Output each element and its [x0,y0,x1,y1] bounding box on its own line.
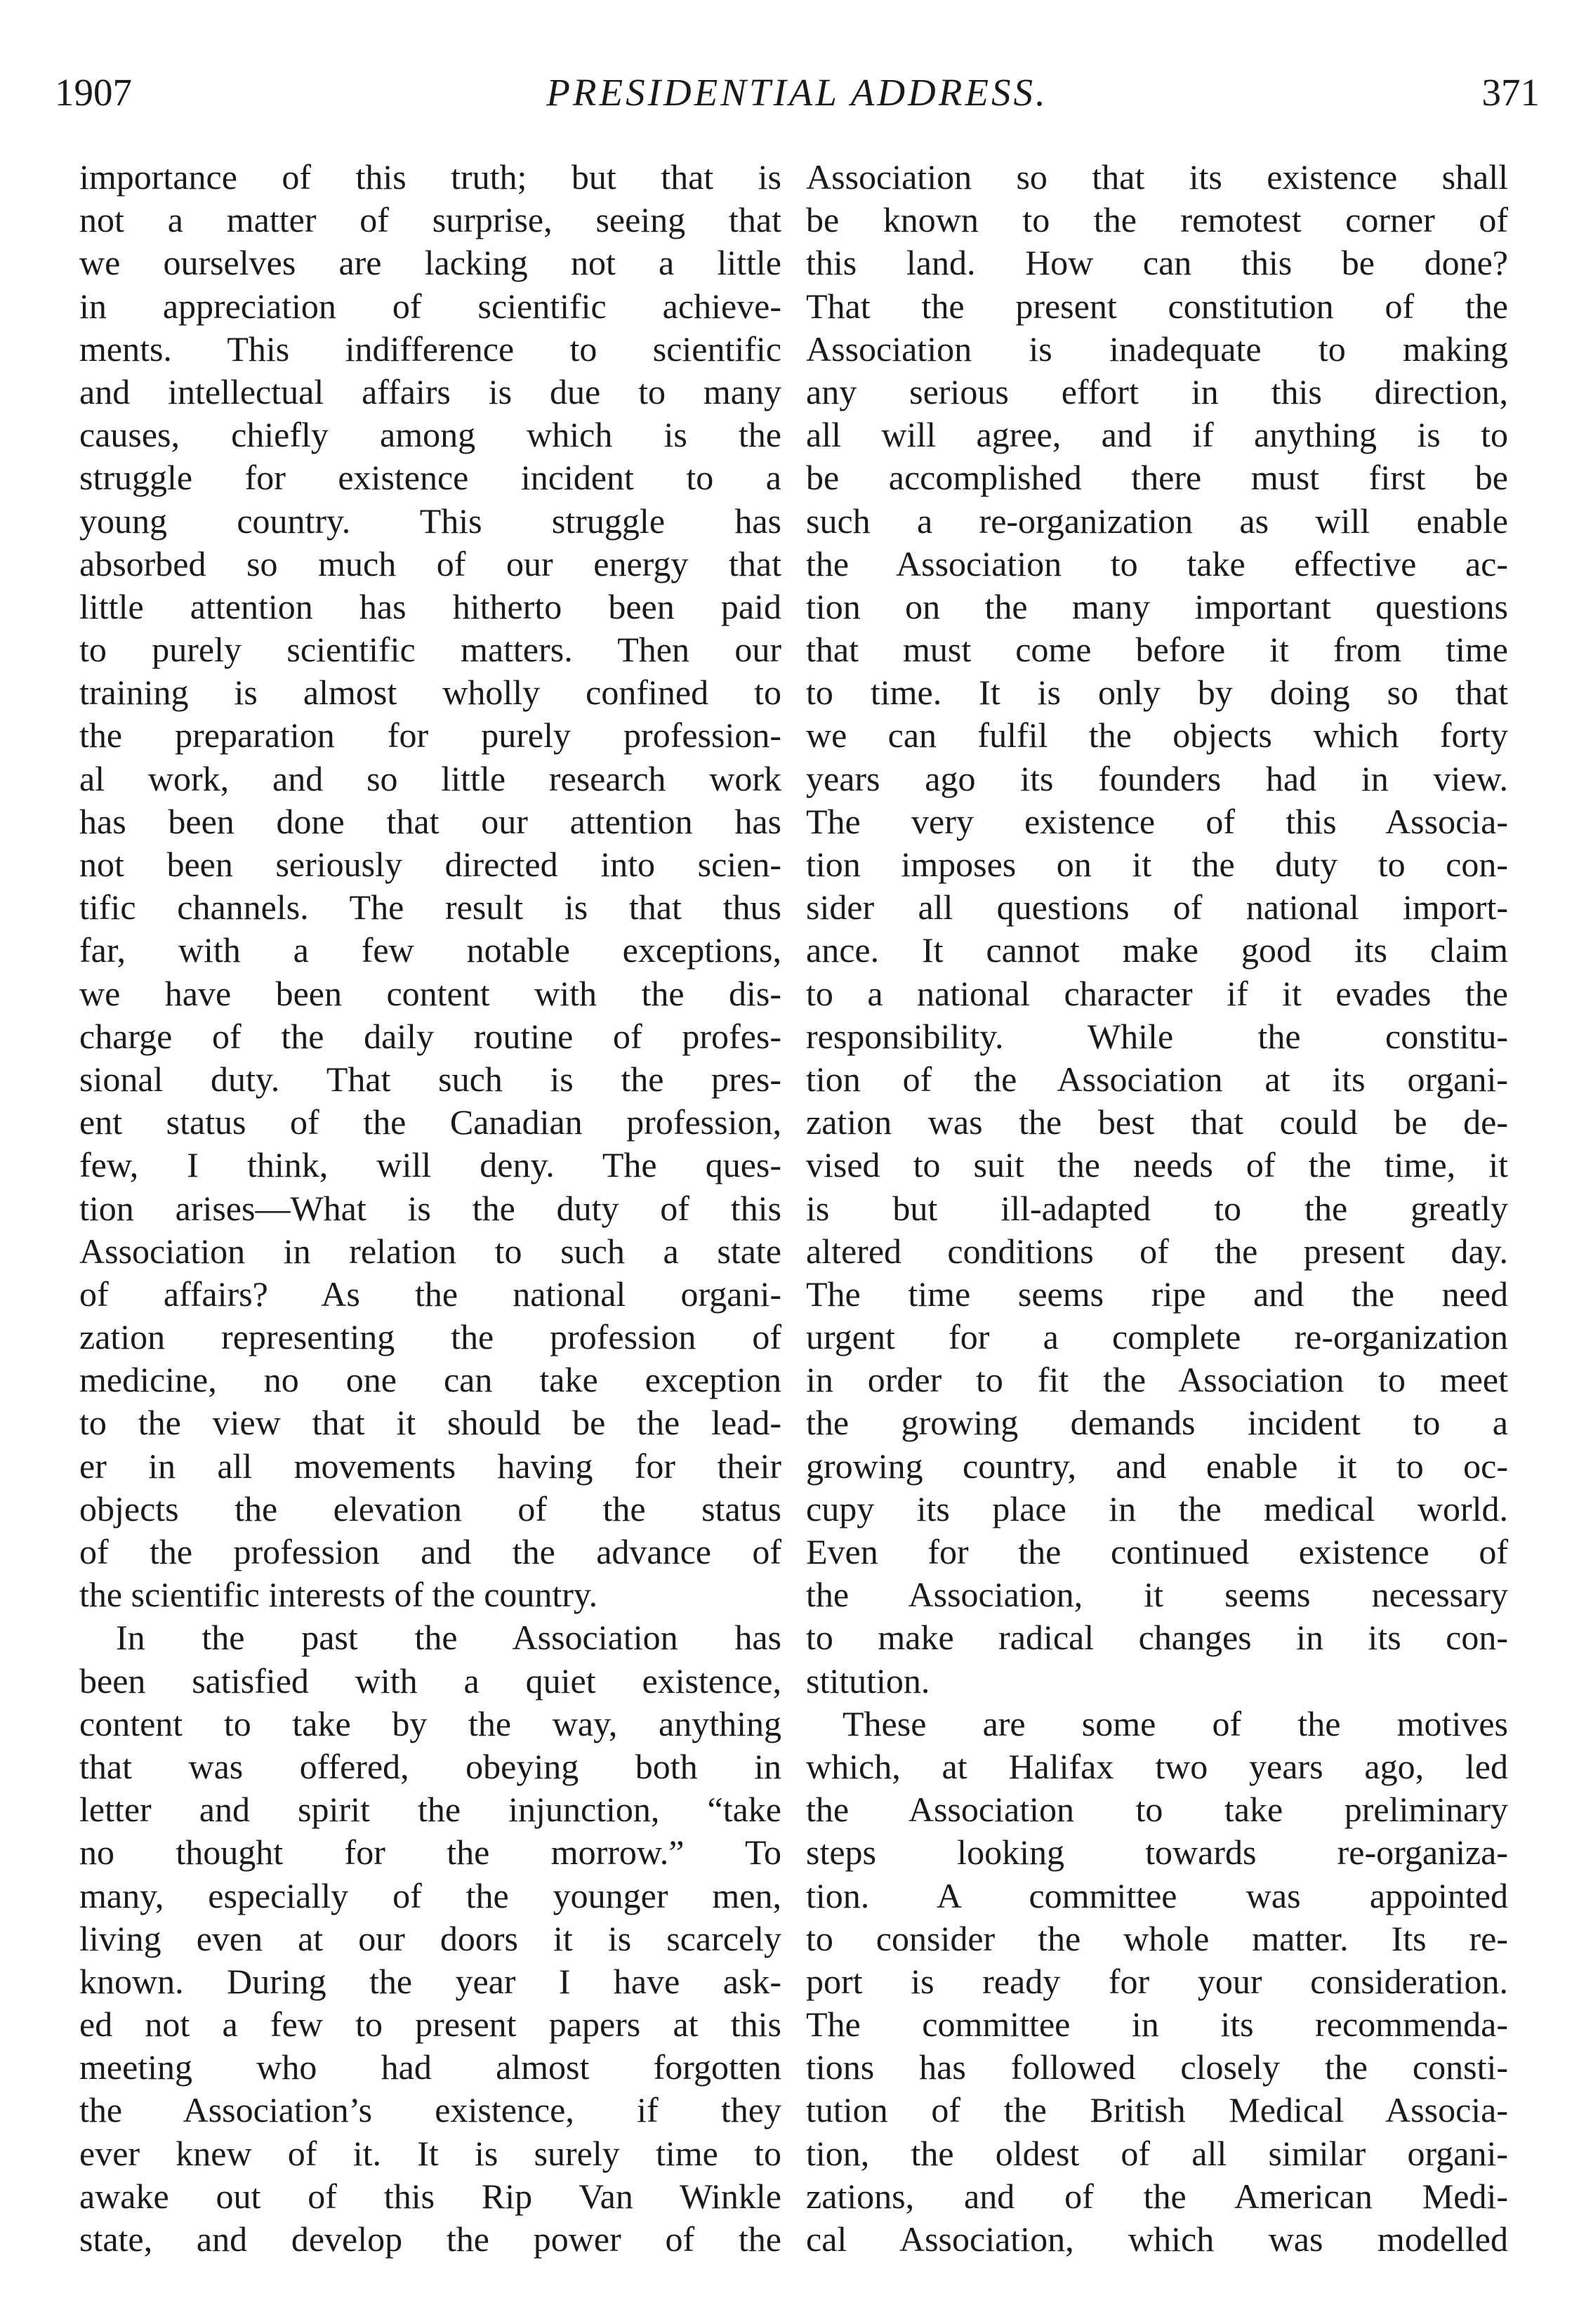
text-line: urgent for a complete re-organization [806,1317,1508,1357]
text-line: any serious effort in this direction, [806,371,1508,411]
text-line: ever knew of it. It is surely time to [79,2133,781,2173]
text-line: few, I think, will deny. The ques- [79,1145,781,1185]
text-line: young country. This struggle has [79,501,781,541]
text-line: of affairs? As the national organi- [79,1274,781,1314]
text-line: the growing demands incident to a [806,1403,1508,1443]
right-column [806,156,1508,2261]
text-line: letter and spirit the injunction, “take [79,1790,781,1830]
text-line: tion imposes on it the duty to con- [806,845,1508,884]
text-line: charge of the daily routine of profes- [79,1016,781,1056]
text-line: living even at our doors it is scarcely [79,1918,781,1958]
text-line: tion on the many important questions [806,586,1508,626]
text-line: the Association to take effective ac- [806,543,1508,583]
text-line: which, at Halifax two years ago, led [806,1746,1508,1786]
text-line: training is almost wholly confined to [79,673,781,713]
header-year: 1907 [55,71,132,114]
text-line: and intellectual affairs is due to many [79,371,781,411]
text-line: content to take by the way, anything [79,1703,781,1743]
text-line: tion. A committee was appointed [806,1875,1508,1915]
text-line: sional duty. That such is the pres- [79,1059,781,1099]
text-line: state, and develop the power of the [79,2219,781,2259]
text-line: ance. It cannot make good its claim [806,930,1508,970]
text-line: the preparation for purely profession- [79,715,781,755]
text-line: tion, the oldest of all similar organi- [806,2133,1508,2173]
text-line: stitution. [806,1661,930,1701]
text-line: cupy its place in the medical world. [806,1488,1508,1529]
text-line: the Association to take preliminary [806,1790,1508,1830]
text-line: medicine, no one can take exception [79,1360,781,1400]
text-line: causes, chiefly among which is the [79,415,781,455]
text-line: no thought for the morrow.” To [79,1833,781,1873]
text-line: not a matter of surprise, seeing that [79,200,781,240]
running-title: PRESIDENTIAL ADDRESS. [546,71,1048,114]
text-line: That the present constitution of the [806,286,1508,326]
text-line: The time seems ripe and the need [806,1274,1508,1314]
text-line: in appreciation of scientific achieve- [79,286,781,326]
text-line: zations, and of the American Medi- [806,2176,1508,2216]
text-line: this land. How can this be done? [806,243,1508,283]
text-line: tific channels. The result is that thus [79,887,781,927]
text-line: all will agree, and if anything is to [806,415,1508,455]
text-line: the Association’s existence, if they [79,2090,781,2130]
text-line: responsibility. While the constitu- [806,1016,1508,1056]
text-line: Association is inadequate to making [806,329,1508,369]
text-line: awake out of this Rip Van Winkle [79,2176,781,2216]
text-line: zation was the best that could be de- [806,1102,1508,1142]
text-line: to consider the whole matter. Its re- [806,1918,1508,1958]
text-line: Association so that its existence shall [806,157,1508,197]
text-line: cal Association, which was modelled [806,2219,1508,2259]
text-line: tution of the British Medical Associa- [806,2090,1508,2130]
text-line: er in all movements having for their [79,1446,781,1486]
text-line: to make radical changes in its con- [806,1618,1508,1658]
text-line: such a re-organization as will enable [806,501,1508,541]
text-line: is but ill-adapted to the greatly [806,1188,1508,1228]
text-line: steps looking towards re-organiza- [806,1833,1508,1873]
text-line: tions has followed closely the consti- [806,2047,1508,2087]
text-line: that must come before it from time [806,630,1508,670]
text-line: Even for the continued existence of [806,1532,1508,1571]
text-line: altered conditions of the present day. [806,1231,1508,1271]
text-line: sider all questions of national import- [806,887,1508,927]
text-line: we can fulfil the objects which forty [806,715,1508,755]
text-line: importance of this truth; but that is [79,157,781,197]
text-line: to a national character if it evades the [806,973,1508,1013]
text-line: many, especially of the younger men, [79,1875,781,1915]
text-line: tion arises—What is the duty of this [79,1188,781,1228]
text-line: Association in relation to such a state [79,1231,781,1271]
left-column [79,156,781,2261]
text-line: to purely scientific matters. Then our [79,630,781,670]
text-line: al work, and so little research work [79,758,781,798]
text-line: we have been content with the dis- [79,973,781,1013]
text-line: struggle for existence incident to a [79,458,781,498]
text-line: the Association, it seems necessary [806,1575,1508,1615]
text-line: These are some of the motives [843,1703,1508,1743]
text-line: ments. This indifference to scientific [79,329,781,369]
text-line: growing country, and enable it to oc- [806,1446,1508,1486]
text-line: has been done that our attention has [79,801,781,841]
text-line: meeting who had almost forgotten [79,2047,781,2087]
text-line: to the view that it should be the lead- [79,1403,781,1443]
text-line: the scientific interests of the country. [79,1575,598,1615]
text-line: In the past the Association has [116,1618,781,1658]
text-line: known. During the year I have ask- [79,1961,781,2001]
text-line: we ourselves are lacking not a little [79,243,781,283]
text-line: be known to the remotest corner of [806,200,1508,240]
text-line: that was offered, obeying both in [79,1746,781,1786]
text-line: of the profession and the advance of [79,1532,781,1571]
text-line: be accomplished there must first be [806,458,1508,498]
text-line: little attention has hitherto been paid [79,586,781,626]
text-line: years ago its founders had in view. [806,758,1508,798]
text-line: absorbed so much of our energy that [79,543,781,583]
text-line: objects the elevation of the status [79,1488,781,1529]
text-line: far, with a few notable exceptions, [79,930,781,970]
page-number: 371 [1481,71,1540,114]
text-line: vised to suit the needs of the time, it [806,1145,1508,1185]
text-line: tion of the Association at its organi- [806,1059,1508,1099]
text-line: The very existence of this Associa- [806,801,1508,841]
text-line: port is ready for your consideration. [806,1961,1508,2001]
text-line: The committee in its recommenda- [806,2005,1508,2045]
text-line: not been seriously directed into scien- [79,845,781,884]
text-line: to time. It is only by doing so that [806,673,1508,713]
text-line: ent status of the Canadian profession, [79,1102,781,1142]
text-line: zation representing the profession of [79,1317,781,1357]
page-header [55,65,1540,121]
text-line: ed not a few to present papers at this [79,2005,781,2045]
text-line: been satisfied with a quiet existence, [79,1661,781,1701]
text-line: in order to fit the Association to meet [806,1360,1508,1400]
